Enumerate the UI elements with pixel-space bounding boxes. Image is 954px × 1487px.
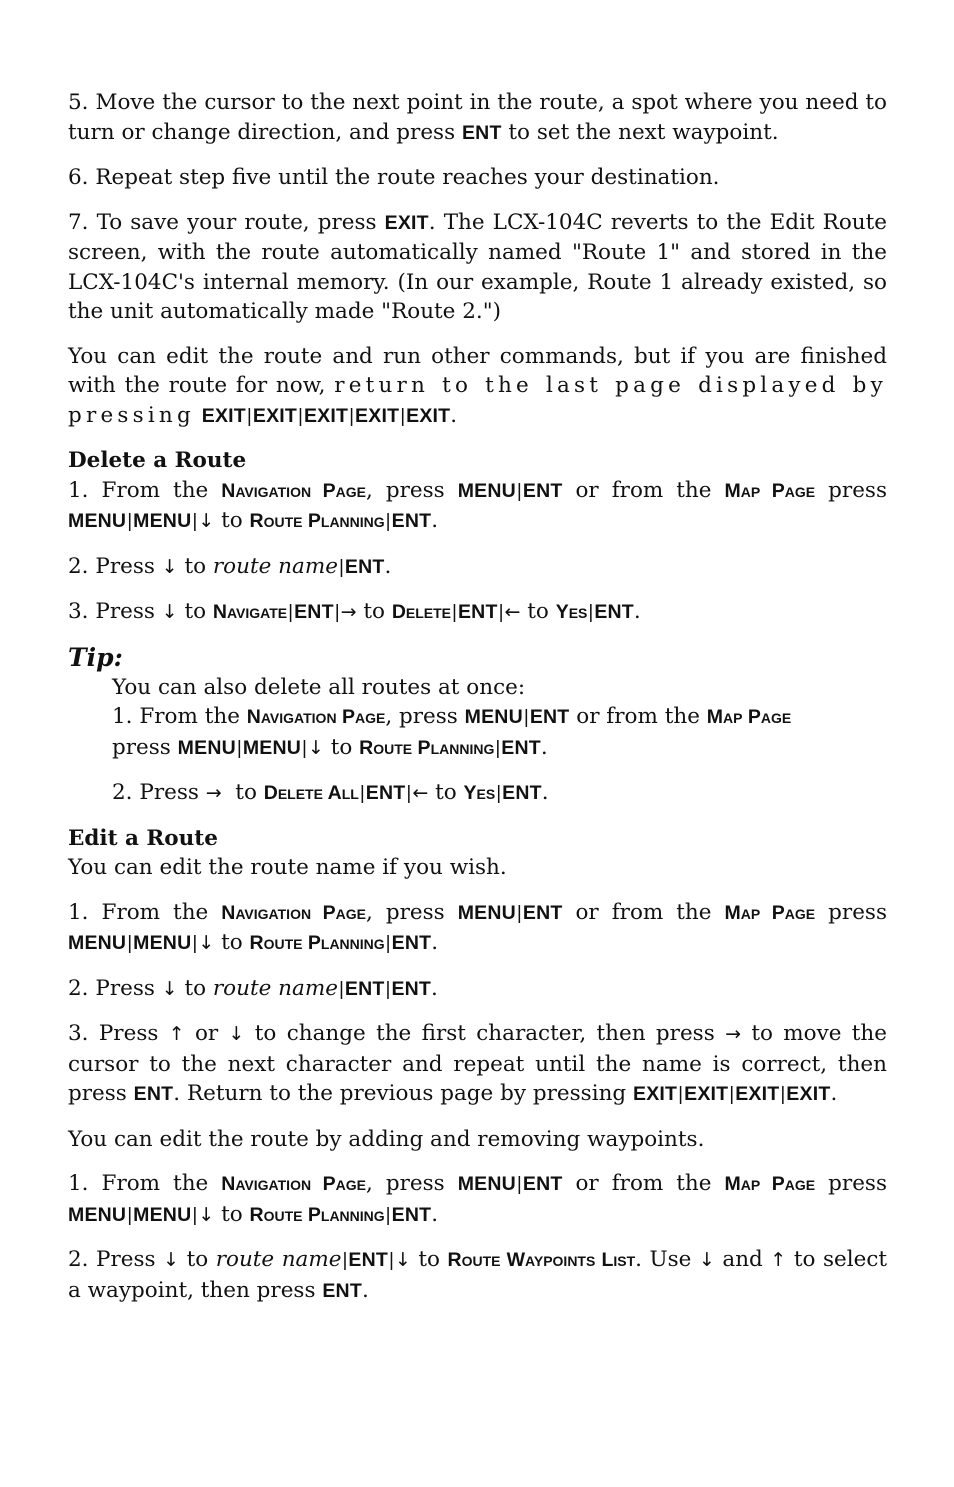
down-arrow-icon: ↓ xyxy=(161,555,178,578)
key-menu: MENU xyxy=(464,706,523,728)
finished-text: You can edit the route and run other commands, but if you are finished with the route for now, xyxy=(68,343,887,398)
step-5 xyxy=(68,88,887,148)
route-waypoints-list-label: Route Waypoints List xyxy=(447,1249,636,1271)
down-arrow-icon: ↓ xyxy=(161,977,178,1000)
text: to xyxy=(221,780,264,805)
key-separator: | xyxy=(298,405,303,427)
edit-step-3 xyxy=(68,1019,887,1110)
key-ent: ENT xyxy=(522,901,563,924)
route-planning-label: Route Planning xyxy=(249,1203,385,1226)
text: 1. From the xyxy=(68,1171,222,1196)
down-arrow-icon: ↓ xyxy=(198,510,215,532)
text: , press xyxy=(366,477,458,503)
key-ent: ENT xyxy=(365,782,406,804)
key-separator: | xyxy=(334,602,340,623)
waypoints-step-1 xyxy=(68,1169,887,1230)
down-arrow-icon: ↓ xyxy=(394,1249,411,1271)
text: . xyxy=(431,930,439,955)
key-separator: | xyxy=(385,1204,391,1226)
tip-title: Tip: xyxy=(68,642,123,672)
tip-box xyxy=(112,673,887,809)
text: . xyxy=(633,599,641,624)
edit-route-heading: Edit a Route xyxy=(68,825,218,851)
text: 2. Press xyxy=(68,553,162,579)
edit-step-2 xyxy=(68,974,887,1005)
key-separator: | xyxy=(342,1250,348,1271)
up-arrow-icon: ↑ xyxy=(168,1023,185,1045)
text: to xyxy=(179,1247,216,1272)
key-exit: EXIT xyxy=(355,404,400,427)
text: 2. Press xyxy=(112,780,206,805)
text: or from the xyxy=(569,704,707,729)
key-separator: | xyxy=(127,1204,133,1226)
key-separator: | xyxy=(496,783,502,804)
delete-label: Delete xyxy=(391,601,452,623)
key-ent: ENT xyxy=(457,601,498,623)
up-arrow-icon: ↑ xyxy=(770,1249,787,1271)
delete-step-3 xyxy=(68,597,887,628)
text: . xyxy=(830,1081,838,1106)
text: . Return to the previous page by pressing xyxy=(173,1081,634,1106)
delete-all-label: Delete All xyxy=(263,782,359,804)
text: . xyxy=(431,508,439,533)
key-separator: | xyxy=(192,511,198,532)
key-ent: ENT xyxy=(501,736,541,759)
text: . xyxy=(540,734,548,760)
key-ent: ENT xyxy=(391,1203,432,1226)
map-page-label: Map Page xyxy=(706,706,792,728)
step-6 xyxy=(68,163,887,193)
key-separator: | xyxy=(349,405,355,427)
key-ent: ENT xyxy=(522,1173,563,1195)
key-ent: ENT xyxy=(322,1279,362,1302)
key-separator: | xyxy=(495,737,501,759)
text: or from the xyxy=(562,899,725,925)
down-arrow-icon: ↓ xyxy=(198,932,215,954)
finished-end: . xyxy=(450,402,458,428)
waypoints-intro: You can edit the route by adding and removing waypoints. xyxy=(68,1126,705,1152)
delete-step-1 xyxy=(68,476,887,537)
text: 1. From the xyxy=(112,704,247,729)
key-separator: | xyxy=(236,737,242,759)
key-ent: ENT xyxy=(344,977,385,1000)
waypoints-step-2 xyxy=(68,1245,887,1306)
text: or xyxy=(184,1021,229,1046)
key-separator: | xyxy=(192,1204,198,1226)
tip-step-1 xyxy=(112,702,887,763)
key-menu: MENU xyxy=(68,1203,127,1226)
down-arrow-icon: ↓ xyxy=(698,1249,715,1271)
text: . xyxy=(384,553,392,579)
key-separator: | xyxy=(516,1174,522,1195)
navigation-page-label: Navigation Page xyxy=(221,1173,367,1195)
map-page-label: Map Page xyxy=(724,1173,816,1195)
key-menu: MENU xyxy=(177,736,236,759)
key-exit: EXIT xyxy=(735,1083,780,1105)
text: to xyxy=(428,780,464,805)
text: and xyxy=(714,1247,771,1272)
map-page-label: Map Page xyxy=(724,901,816,924)
key-separator: | xyxy=(729,1084,735,1105)
text: to xyxy=(177,553,213,579)
key-separator: | xyxy=(678,1084,684,1105)
yes-label: Yes xyxy=(555,601,588,623)
key-separator: | xyxy=(400,405,406,427)
right-arrow-icon: → xyxy=(205,782,222,804)
manual-page xyxy=(68,88,887,1321)
key-exit: EXIT xyxy=(786,1083,831,1105)
text: press xyxy=(815,477,887,503)
text: to xyxy=(323,734,360,760)
key-separator: | xyxy=(385,511,391,532)
text: 3. Press xyxy=(68,1021,169,1046)
map-page-label: Map Page xyxy=(724,479,816,502)
step-7-text-end: . The LCX-104C reverts to the Edit Route screen, with the route automatically named "Route 1" and stored in the LCX-104C's internal memory. (In our example, Route 1 already existed, so the unit automatically made "Route 2.") xyxy=(68,209,888,324)
left-arrow-icon: ← xyxy=(504,601,521,623)
right-arrow-icon: → xyxy=(340,601,357,623)
key-ent: ENT xyxy=(522,479,563,502)
edit-step-1 xyxy=(68,898,887,959)
key-separator: | xyxy=(385,978,391,1000)
text: 3. Press xyxy=(68,599,162,624)
text: to xyxy=(214,1201,250,1227)
route-planning-label: Route Planning xyxy=(249,932,385,954)
delete-route-heading: Delete a Route xyxy=(68,448,247,473)
key-separator: | xyxy=(523,707,529,728)
key-ent: ENT xyxy=(594,601,634,623)
text: to xyxy=(214,930,250,955)
key-separator: | xyxy=(516,480,522,502)
key-separator: | xyxy=(452,602,457,623)
key-ent: ENT xyxy=(344,555,385,578)
finished-paragraph xyxy=(68,342,887,432)
text: . xyxy=(431,1201,439,1227)
key-ent: ENT xyxy=(391,977,432,1000)
left-arrow-icon: ← xyxy=(412,782,429,804)
key-menu: MENU xyxy=(457,479,516,502)
key-menu: MENU xyxy=(242,736,302,759)
step-5-text: 5. Move the cursor to the next point in the route, a spot where you need to turn or change direction, and press xyxy=(68,90,887,145)
key-menu: MENU xyxy=(68,932,127,954)
key-menu: MENU xyxy=(457,1173,516,1195)
navigation-page-label: Navigation Page xyxy=(246,706,386,728)
key-exit: EXIT xyxy=(384,211,429,234)
down-arrow-icon: ↓ xyxy=(198,1203,215,1226)
key-exit: EXIT xyxy=(633,1083,678,1105)
down-arrow-icon: ↓ xyxy=(163,1249,180,1271)
text: 2. Press xyxy=(68,975,162,1001)
key-separator: | xyxy=(338,978,344,1000)
text: , press xyxy=(366,899,458,925)
key-separator: | xyxy=(406,783,412,804)
route-planning-label: Route Planning xyxy=(249,510,385,532)
key-separator: | xyxy=(302,737,307,759)
tip-step-2 xyxy=(112,778,887,809)
key-ent: ENT xyxy=(461,121,502,144)
navigation-page-label: Navigation Page xyxy=(221,901,367,924)
key-separator: | xyxy=(246,405,252,427)
text: to xyxy=(214,508,250,533)
key-separator: | xyxy=(288,602,294,623)
key-separator: | xyxy=(338,556,344,578)
tip-intro: You can also delete all routes at once: xyxy=(112,674,526,700)
key-menu: MENU xyxy=(133,932,192,954)
key-separator: | xyxy=(588,602,594,623)
text: to xyxy=(356,599,392,624)
key-separator: | xyxy=(192,933,198,954)
key-separator: | xyxy=(359,783,365,804)
navigate-label: Navigate xyxy=(212,601,288,623)
text: . Use xyxy=(635,1247,699,1272)
key-ent: ENT xyxy=(391,510,432,532)
key-separator: | xyxy=(389,1250,394,1271)
key-ent: ENT xyxy=(294,601,334,623)
text: , press xyxy=(385,704,465,729)
edit-intro: You can edit the route name if you wish. xyxy=(68,855,507,880)
key-ent: ENT xyxy=(348,1249,389,1271)
key-exit: EXIT xyxy=(684,1083,729,1105)
key-exit: EXIT xyxy=(406,404,451,427)
key-menu: MENU xyxy=(457,901,516,924)
down-arrow-icon: ↓ xyxy=(307,736,324,759)
navigation-page-label: Navigation Page xyxy=(221,479,367,502)
text: . xyxy=(361,1277,369,1303)
key-separator: | xyxy=(127,933,133,954)
key-separator: | xyxy=(498,602,504,623)
key-ent: ENT xyxy=(391,932,432,954)
text: . xyxy=(431,975,438,1001)
text: . xyxy=(541,780,549,805)
text: press xyxy=(815,1171,887,1196)
text: to xyxy=(520,599,556,624)
key-menu: MENU xyxy=(68,510,127,532)
route-planning-label: Route Planning xyxy=(359,736,495,759)
text: , press xyxy=(366,1171,458,1196)
route-name-label: route name xyxy=(215,1247,342,1272)
key-separator: | xyxy=(385,933,391,954)
text: to change the first character, then press xyxy=(244,1021,726,1046)
text: 2. Press xyxy=(68,1247,164,1272)
finished-text-spaced: return to the last page displayed by pressing xyxy=(68,373,887,428)
step-6-text: 6. Repeat step five until the route reaches your destination. xyxy=(68,165,720,190)
text: to select a waypoint, then press xyxy=(68,1247,887,1303)
text: to xyxy=(410,1247,448,1272)
step-7 xyxy=(68,208,887,327)
key-ent: ENT xyxy=(529,706,570,728)
route-name-label: route name xyxy=(212,975,338,1001)
key-exit: EXIT xyxy=(201,404,246,427)
yes-label: Yes xyxy=(463,782,496,804)
key-separator: | xyxy=(127,511,133,532)
text: or from the xyxy=(562,1171,725,1196)
key-exit: EXIT xyxy=(303,404,349,427)
text: 1. From the xyxy=(68,899,222,925)
key-menu: MENU xyxy=(133,510,192,532)
key-separator: | xyxy=(516,902,522,924)
key-ent: ENT xyxy=(502,782,542,804)
text: or from the xyxy=(562,477,725,503)
text: to xyxy=(177,975,213,1001)
step-7-text: 7. To save your route, press xyxy=(68,209,385,235)
delete-step-2 xyxy=(68,552,887,583)
key-separator: | xyxy=(780,1084,786,1105)
route-name-label: route name xyxy=(212,553,338,579)
text: 1. From the xyxy=(68,477,222,503)
down-arrow-icon: ↓ xyxy=(161,601,178,623)
down-arrow-icon: ↓ xyxy=(228,1023,245,1045)
text: press xyxy=(112,734,178,760)
key-exit: EXIT xyxy=(252,404,298,427)
key-menu: MENU xyxy=(133,1203,192,1226)
right-arrow-icon: → xyxy=(725,1023,742,1045)
text: to move the cursor to the next character and repeat until the name is correct, then press xyxy=(68,1021,888,1106)
step-5-text-end: to set the next waypoint. xyxy=(501,119,779,145)
text: press xyxy=(815,899,887,925)
text: to xyxy=(177,599,213,624)
key-ent: ENT xyxy=(133,1083,174,1105)
